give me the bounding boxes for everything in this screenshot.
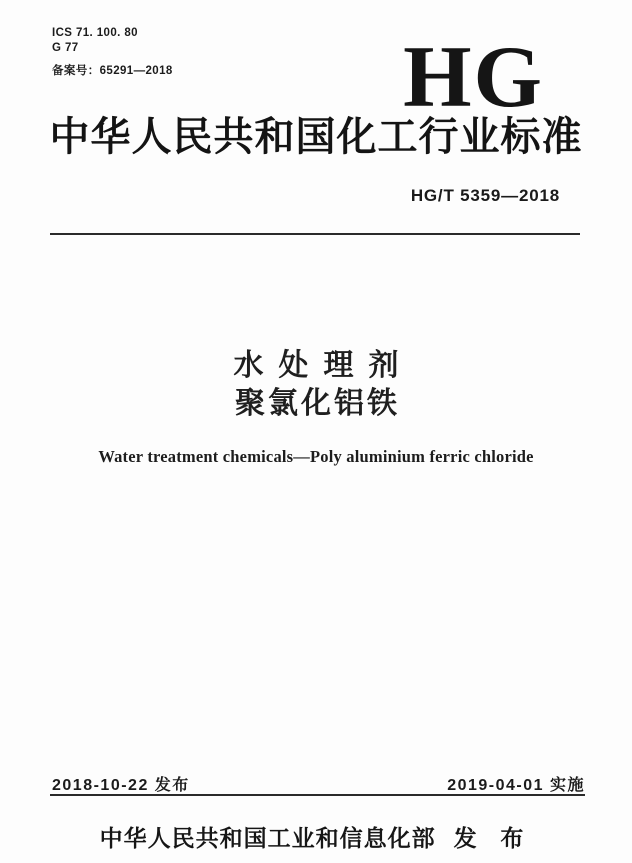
document-title-en: Water treatment chemicals—Poly aluminium ferric chloride	[98, 447, 534, 466]
publish-label: 发 布	[453, 826, 533, 851]
ics-code: ICS 71. 100. 80	[52, 27, 138, 39]
standard-title: 中华人民共和国化工行业标准	[49, 114, 583, 159]
meta-block	[52, 26, 173, 79]
date-row	[52, 772, 585, 795]
top-divider	[50, 233, 580, 235]
class-code: G 77	[52, 42, 79, 54]
title-cn-line1: 水处理剂	[233, 349, 414, 382]
document-title-cn	[0, 351, 632, 419]
title-cn-line2: 聚氯化铝铁	[235, 387, 400, 420]
hg-logo: HG	[403, 29, 544, 126]
publisher-name: 中华人民共和国工业和信息化部	[99, 826, 436, 851]
bottom-divider	[50, 794, 585, 796]
standard-number: HG/T 5359—2018	[410, 186, 560, 205]
record-number: 备案号：65291—2018	[52, 65, 173, 77]
implementation-date: 2019-04-01 实施	[447, 777, 585, 794]
issue-date: 2018-10-22 发布	[52, 777, 190, 794]
publisher-row	[0, 826, 632, 851]
